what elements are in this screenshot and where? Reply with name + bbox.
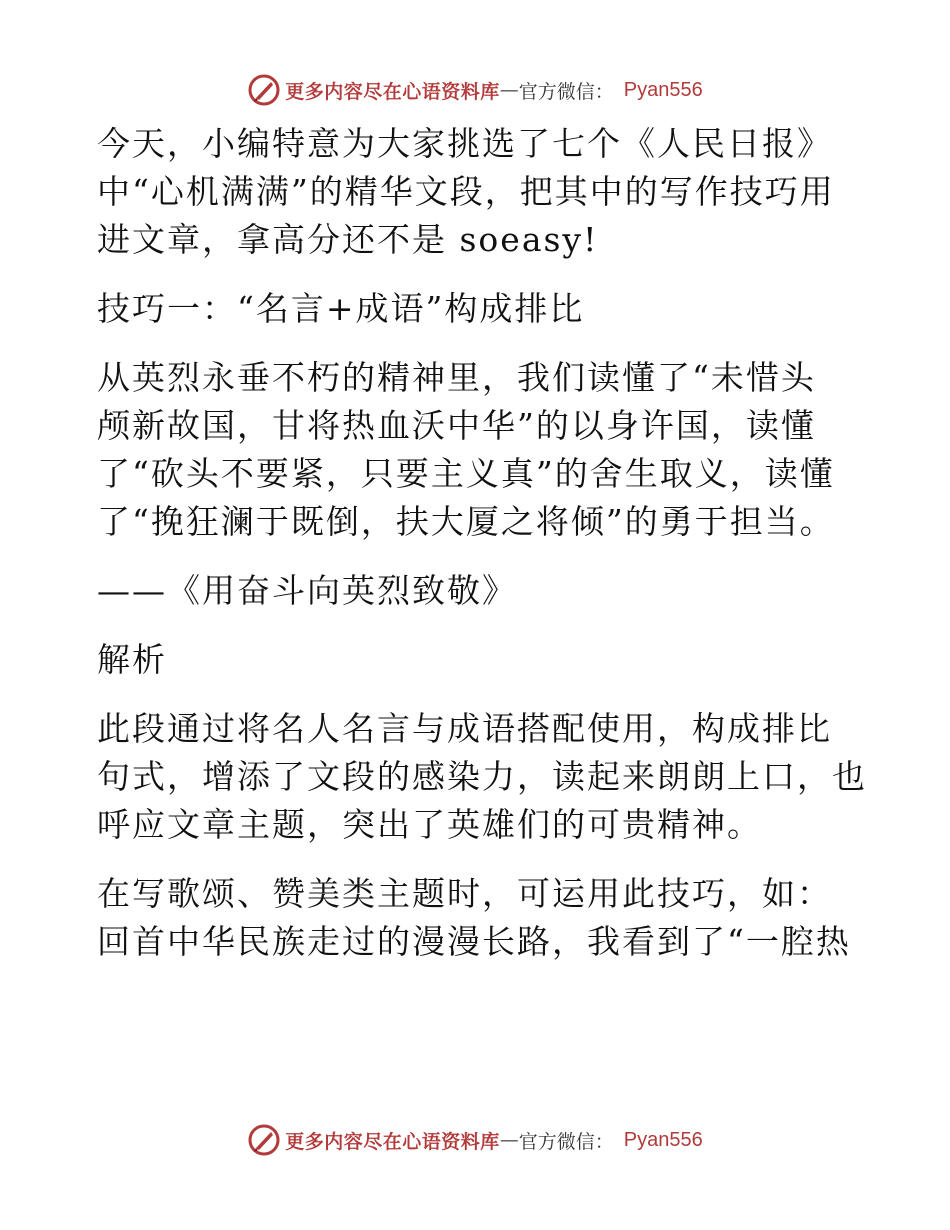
paragraph-analysis	[97, 705, 867, 849]
text-line: 中“心机满满”的精华文段，把其中的写作技巧用	[97, 172, 835, 211]
banner-wechat-id: Pyan556	[623, 78, 703, 101]
article-body	[97, 120, 867, 987]
paragraph-usage	[97, 870, 857, 966]
text-line: 解析	[97, 640, 167, 679]
text-line: 进文章，拿高分还不是 soeasy!	[97, 220, 599, 259]
text-line: 句式，增添了文段的感染力，读起来朗朗上口，也	[97, 757, 867, 796]
banner-wechat-id: Pyan556	[623, 1128, 703, 1151]
text-line: 从英烈永垂不朽的精神里，我们读懂了“未惜头	[97, 358, 816, 397]
text-line: 回首中华民族走过的漫漫长路，我看到了“一腔热	[97, 922, 851, 961]
text-line: 呼应文章主题，突出了英雄们的可贵精神。	[97, 805, 762, 844]
quill-logo-icon	[247, 1123, 281, 1157]
text-line: 在写歌颂、赞美类主题时，可运用此技巧，如：	[97, 874, 832, 913]
banner-dash: —	[499, 79, 519, 101]
text-line: 技巧一：“名言+成语”构成排比	[97, 289, 585, 328]
text-line: 今天，小编特意为大家挑选了七个《人民日报》	[97, 124, 832, 163]
banner-title: 更多内容尽在心语资料库	[285, 1130, 500, 1153]
footer-banner	[0, 1120, 950, 1160]
text-line: 此段通过将名人名言与成语搭配使用，构成排比	[97, 709, 832, 748]
header-banner	[0, 70, 950, 110]
source-citation	[97, 567, 857, 615]
analysis-heading	[97, 636, 857, 684]
text-line: 了“挽狂澜于既倒，扶大厦之将倾”的勇于担当。	[97, 502, 835, 541]
paragraph-example	[97, 354, 857, 546]
text-line: 了“砍头不要紧，只要主义真”的舍生取义，读懂	[97, 454, 835, 493]
section-heading	[97, 285, 857, 333]
paragraph-intro	[97, 120, 857, 264]
text-line: ——《用奋斗向英烈致敬》	[97, 571, 517, 610]
banner-wechat-label: 官方微信：	[518, 80, 614, 103]
banner-title: 更多内容尽在心语资料库	[285, 80, 500, 103]
quill-logo-icon	[247, 73, 281, 107]
banner-wechat-label: 官方微信：	[518, 1130, 614, 1153]
banner-dash: —	[499, 1129, 519, 1151]
text-line: 颅新故国，甘将热血沃中华”的以身许国，读懂	[97, 406, 816, 445]
